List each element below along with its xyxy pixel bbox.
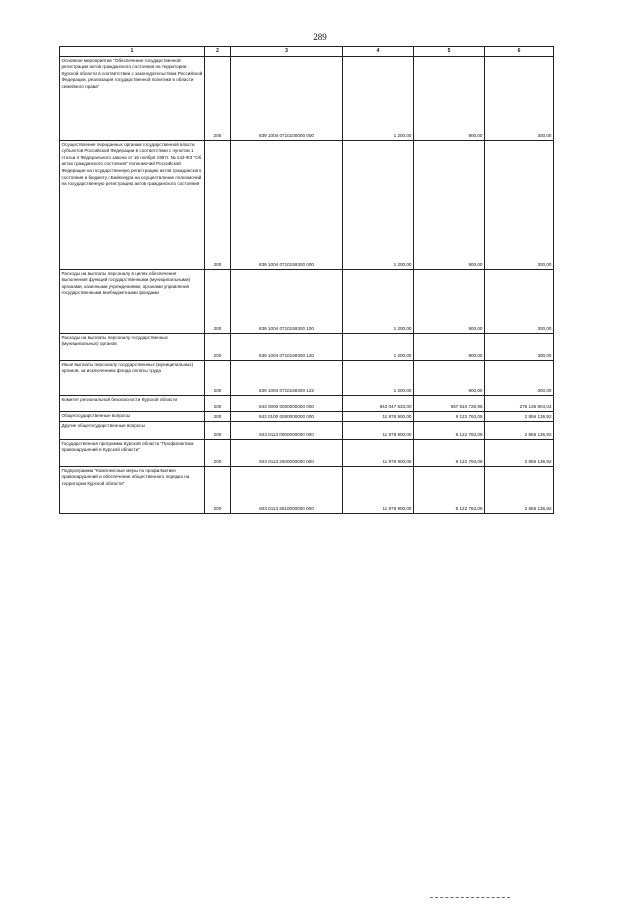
row-name: Расходы на выплаты персоналу государственных (муниципальных) органов bbox=[60, 334, 205, 361]
row-code: 839 1004 0710159300 120 bbox=[231, 334, 343, 361]
row-value-col6: 275 136 804,04 bbox=[485, 396, 554, 412]
column-header: 5 bbox=[414, 47, 485, 57]
row-value-col4: 1 200,00 bbox=[343, 57, 414, 141]
row-code: 843 0000 0000000000 000 bbox=[231, 396, 343, 412]
column-header: 2 bbox=[205, 47, 231, 57]
row-code: 839 1004 0710159300 100 bbox=[231, 270, 343, 334]
row-value-col5: 900,00 bbox=[414, 57, 485, 141]
row-vr: 200 bbox=[205, 57, 231, 141]
table-row bbox=[60, 440, 554, 467]
column-header: 3 bbox=[231, 47, 343, 57]
row-code: 839 1004 0710159300 000 bbox=[231, 141, 343, 270]
row-vr: 200 bbox=[205, 467, 231, 514]
table-row bbox=[60, 467, 554, 514]
column-header: 1 bbox=[60, 47, 205, 57]
page-number: 289 bbox=[313, 32, 327, 42]
table-row bbox=[60, 422, 554, 440]
table-row bbox=[60, 270, 554, 334]
row-value-col4: 1 200,00 bbox=[343, 361, 414, 396]
row-code: 843 0113 2610000000 000 bbox=[231, 467, 343, 514]
row-value-col5: 900,00 bbox=[414, 270, 485, 334]
row-value-col4: 11 978 900,00 bbox=[343, 412, 414, 422]
row-value-col4: 1 200,00 bbox=[343, 141, 414, 270]
row-name: Общегосударственные вопросы bbox=[60, 412, 205, 422]
row-value-col5: 9 122 763,08 bbox=[414, 422, 485, 440]
row-value-col5: 9 122 763,08 bbox=[414, 467, 485, 514]
column-header: 6 bbox=[485, 47, 554, 57]
row-value-col4: 11 978 900,00 bbox=[343, 440, 414, 467]
row-name: Другие общегосударственные вопросы bbox=[60, 422, 205, 440]
table-row bbox=[60, 334, 554, 361]
row-vr: 200 bbox=[205, 334, 231, 361]
row-name: Расходы на выплаты персоналу в целях обеспечения выполнения функций государственными (муниципальными) органами, казенными учреждениями, органами управления государственными внебюджетными фондами bbox=[60, 270, 205, 334]
row-name: Осуществление переданных органам государственной власти субъектов Российской Федерации в соответствии с пунктом 1 статьи 4 Федерального закона от 15 ноября 1997г. № 143-ФЗ "Об актах гражданского состояния" полномочий Российской Федерации на государственную регистрацию актов гражданского состояния и бюджету г.Байконура на осуществление полномочий на государственную регистрацию актов гражданского состояния bbox=[60, 141, 205, 270]
table-row bbox=[60, 361, 554, 396]
row-value-col6: 300,00 bbox=[485, 270, 554, 334]
row-code: 843 0113 2600000000 000 bbox=[231, 440, 343, 467]
row-value-col5: 9 122 763,08 bbox=[414, 412, 485, 422]
row-name: Основное мероприятие "Обеспечение государственной регистрации актов гражданского состояния на территории Курской области в соответствии с законодательством Российской Федерации, реализация государственной политики в области семейного права" bbox=[60, 57, 205, 141]
row-value-col5: 900,00 bbox=[414, 141, 485, 270]
row-value-col5: 9 122 763,08 bbox=[414, 440, 485, 467]
table-row bbox=[60, 412, 554, 422]
scan-edge-mark bbox=[430, 897, 510, 899]
row-code: 839 1004 0710100000 000 bbox=[231, 57, 343, 141]
row-value-col4: 11 978 900,00 bbox=[343, 422, 414, 440]
row-vr: 200 bbox=[205, 440, 231, 467]
row-name: Иные выплаты персоналу государственных (муниципальных) органов, за исключением фонда оплаты труда bbox=[60, 361, 205, 396]
row-vr: 200 bbox=[205, 422, 231, 440]
row-value-col6: 300,00 bbox=[485, 361, 554, 396]
row-value-col5: 900,00 bbox=[414, 334, 485, 361]
table-row bbox=[60, 141, 554, 270]
row-vr: 200 bbox=[205, 141, 231, 270]
row-value-col6: 2 856 136,92 bbox=[485, 467, 554, 514]
row-value-col4: 843 047 533,00 bbox=[343, 396, 414, 412]
row-vr: 200 bbox=[205, 412, 231, 422]
row-value-col6: 300,00 bbox=[485, 141, 554, 270]
row-vr: 200 bbox=[205, 396, 231, 412]
row-value-col4: 1 200,00 bbox=[343, 334, 414, 361]
column-header: 4 bbox=[343, 47, 414, 57]
row-vr: 200 bbox=[205, 361, 231, 396]
row-value-col6: 300,00 bbox=[485, 334, 554, 361]
row-vr: 200 bbox=[205, 270, 231, 334]
row-value-col6: 2 856 136,92 bbox=[485, 422, 554, 440]
row-code: 843 0100 0000000000 000 bbox=[231, 412, 343, 422]
row-code: 843 0113 0000000000 000 bbox=[231, 422, 343, 440]
row-value-col5: 900,00 bbox=[414, 361, 485, 396]
row-value-col4: 11 978 900,00 bbox=[343, 467, 414, 514]
row-name: Комитет региональной безопасности Курской области bbox=[60, 396, 205, 412]
row-name: Подпрограмма "Комплексные меры по профилактике правонарушений и обеспечение общественного порядка на территории Курской области" bbox=[60, 467, 205, 514]
row-value-col6: 2 856 136,92 bbox=[485, 412, 554, 422]
row-code: 839 1004 0710159300 122 bbox=[231, 361, 343, 396]
table-row bbox=[60, 57, 554, 141]
row-value-col6: 2 856 136,92 bbox=[485, 440, 554, 467]
row-value-col5: 567 910 728,96 bbox=[414, 396, 485, 412]
budget-table bbox=[59, 46, 554, 514]
header-row bbox=[60, 47, 554, 57]
row-value-col4: 1 200,00 bbox=[343, 270, 414, 334]
row-name: Государственная программа Курской области "Профилактика правонарушений в Курской области" bbox=[60, 440, 205, 467]
row-value-col6: 300,00 bbox=[485, 57, 554, 141]
table-row bbox=[60, 396, 554, 412]
